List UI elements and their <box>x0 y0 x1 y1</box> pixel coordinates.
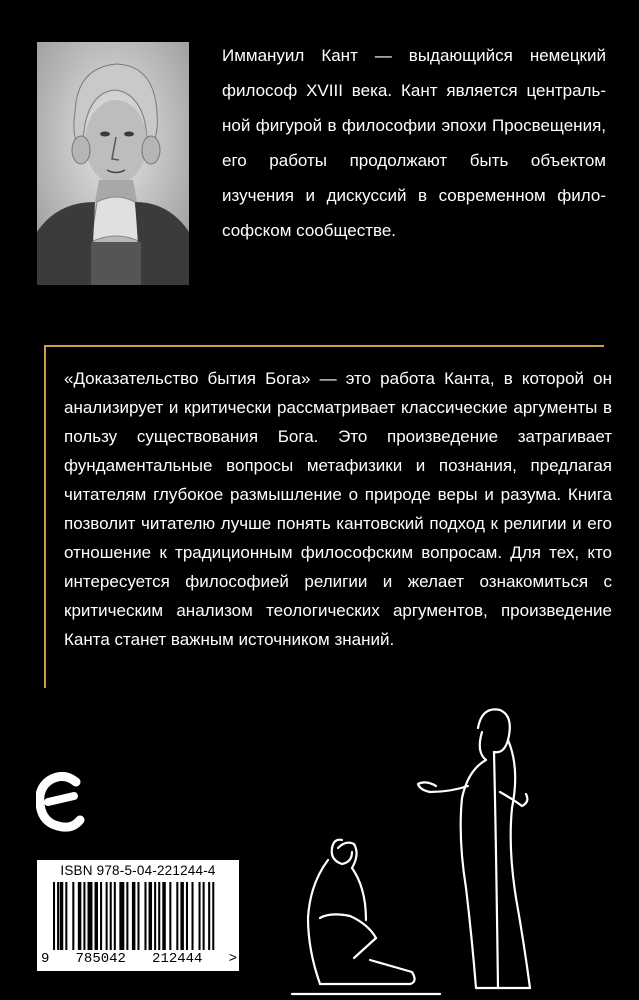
barcode-bar <box>176 882 178 950</box>
figures-line-art <box>290 688 612 996</box>
author-bio: Иммануил Кант — выдающийся немецкий философ XVIII века. Кант является центральной фигурой в философии эпохи Просвещения, его работы продолжают быть объектом изучения и дискуссий в современном философском сообществе. <box>222 46 606 240</box>
barcode-bar <box>137 882 139 950</box>
barcode-bar <box>83 882 85 950</box>
barcode-digit-end: > <box>228 951 237 967</box>
barcode-digits <box>41 951 237 967</box>
barcode-bar <box>169 882 171 950</box>
barcode-bar <box>154 882 156 950</box>
barcode-bar <box>186 882 188 950</box>
barcode-icon <box>53 882 225 950</box>
barcode-bar <box>78 882 82 950</box>
barcode-bar <box>158 882 160 950</box>
publisher-logo-icon <box>36 768 86 838</box>
author-portrait <box>37 42 189 285</box>
barcode-bar <box>60 882 64 950</box>
barcode-bar <box>208 882 210 950</box>
barcode-bar <box>72 882 74 950</box>
barcode-bar <box>106 882 108 950</box>
barcode-bar <box>203 882 205 950</box>
barcode-bar <box>192 882 194 950</box>
portrait-image <box>37 42 189 285</box>
barcode-bar <box>57 882 59 950</box>
accent-left-line <box>44 345 46 688</box>
barcode-bar <box>95 882 99 950</box>
book-annotation: «Доказательство бытия Бога» — это работа Канта, в которой он анализирует и критически рассматривает классические аргументы в пользу существования Бога. Это произведение затрагивает фундаментальные вопросы метафизики и познания, предлагая читателям глубокое размышление о природе веры и разума. Книга позволит читателю лучше понять кантовский подход к религии и его отношение к традиционным философским вопросам. Для тех, кто интересуется философией религии и желает ознакомиться с критическим анализом теологических аргументов, произведение Канта станет важным источником знаний. <box>64 369 612 649</box>
isbn-label: ISBN 978-5-04-221244-4 <box>60 863 216 878</box>
barcode-digit-first: 9 <box>41 951 50 967</box>
barcode-bar <box>119 882 124 950</box>
barcode-bar <box>100 882 102 950</box>
barcode-bar <box>144 882 146 950</box>
barcode-bar <box>114 882 116 950</box>
barcode-bar <box>132 882 136 950</box>
barcode-digit-right: 212444 <box>152 951 203 967</box>
barcode-bar <box>149 882 153 950</box>
barcode-bar <box>212 882 214 950</box>
accent-top-line <box>44 345 604 347</box>
barcode-digit-left: 785042 <box>75 951 126 967</box>
barcode-bar <box>65 882 67 950</box>
barcode-bar <box>53 882 55 950</box>
barcode-bar <box>180 882 184 950</box>
barcode-bar <box>88 882 93 950</box>
barcode-bar <box>110 882 112 950</box>
barcode-bar <box>199 882 201 950</box>
barcode-panel <box>37 860 239 971</box>
barcode-bar <box>162 882 166 950</box>
barcode-bar <box>126 882 128 950</box>
